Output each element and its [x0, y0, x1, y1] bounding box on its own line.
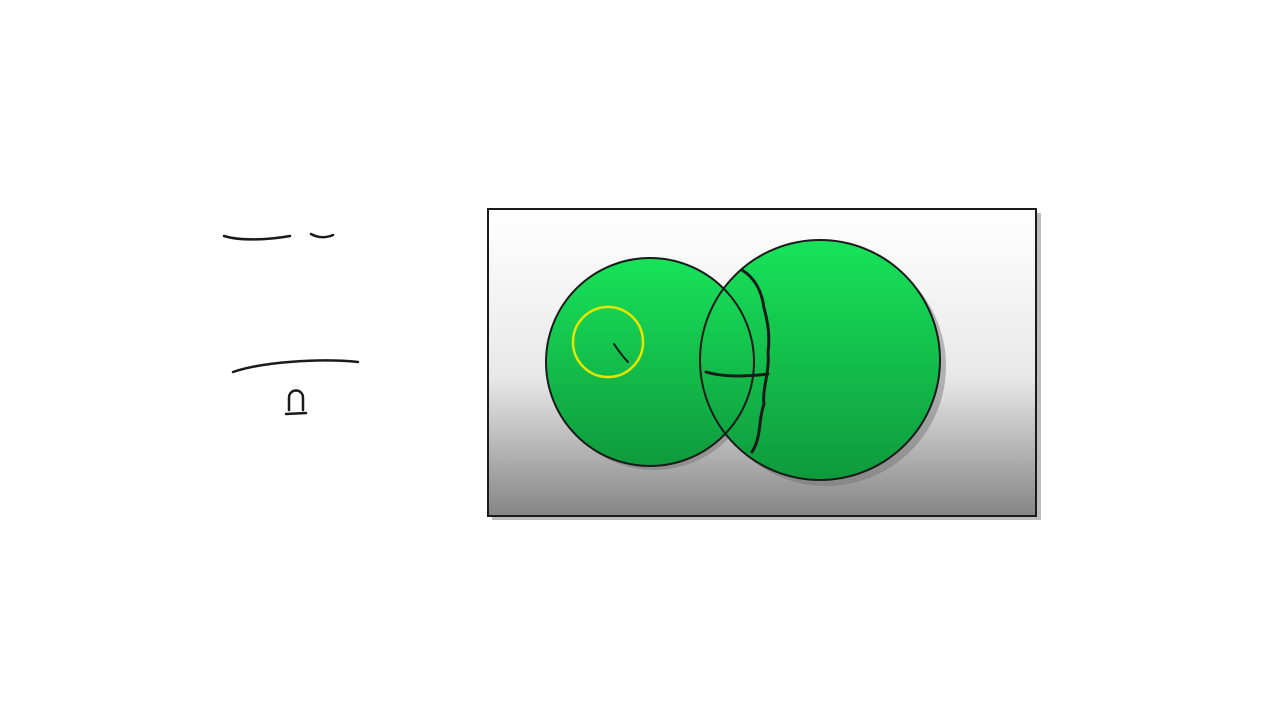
intersections-underline-stroke [233, 360, 358, 372]
intersection-symbol-drawn-icon [289, 391, 303, 411]
union-symbol-underline-stroke [311, 234, 333, 237]
intersection-symbol-underline-stroke [286, 413, 306, 414]
union-underline-stroke [224, 236, 290, 239]
